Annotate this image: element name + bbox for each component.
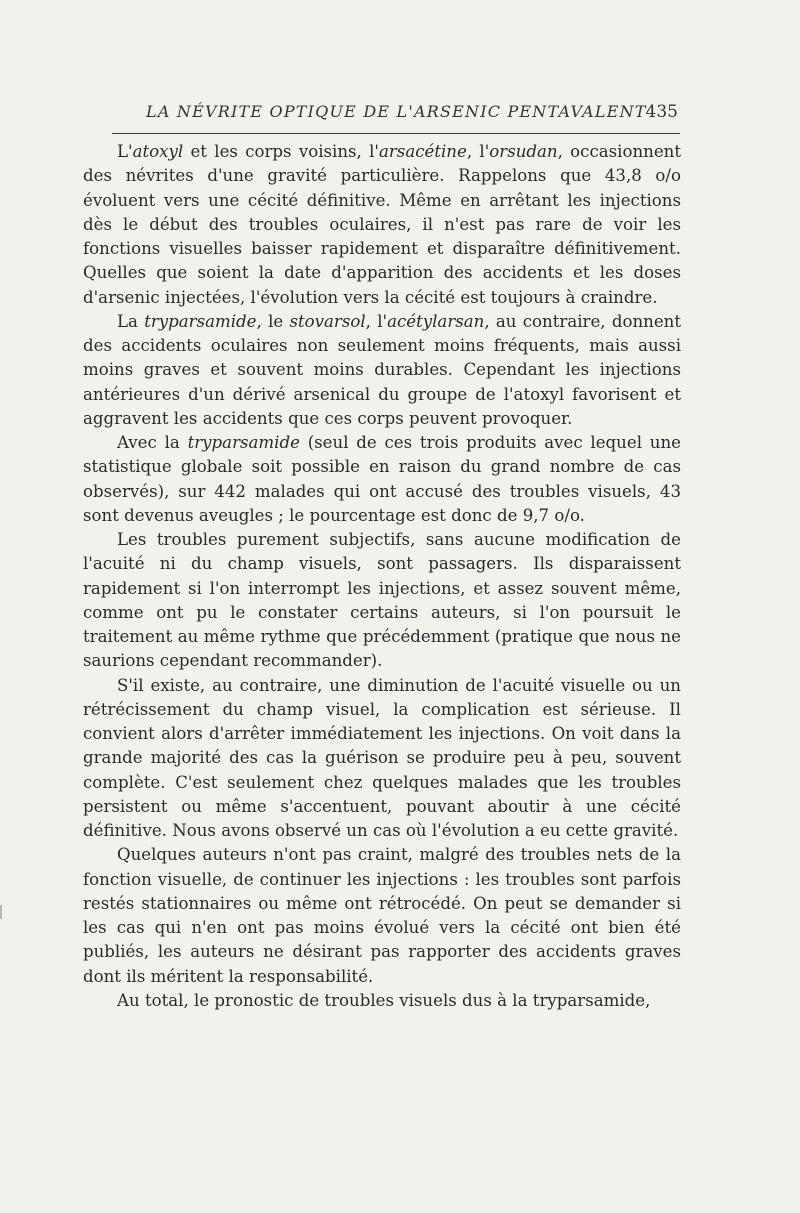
text-run: S'il existe, au contraire, une diminution de l'acuité visuelle ou un rétrécissement du champ visuel, la complication est sérieuse. Il convient alors d'arrêter immédiatement les injections. On voit dans la grande majorité des cas la guérison se produire peu à peu, souvent complète. C'est seulement chez quelques malades que les troubles persistent ou même s'accentuent, pouvant aboutir à une cécité définitive. Nous avons observé un cas où l'évolution a eu cette gravité. xyxy=(83,675,681,840)
text-run: Les troubles purement subjectifs, sans aucune modification de l'acuité ni du champ visuels, sont passagers. Ils disparaissent rapidement si l'on interrompt les injections, et assez souvent même, comme ont pu le constater certains auteurs, si l'on poursuit le traitement au même rythme que précédemment (pratique que nous ne saurions cependant recommander). xyxy=(83,530,681,671)
text-run: , l' xyxy=(466,142,490,161)
paragraph-3 xyxy=(83,431,681,528)
text-run: Au total, le pronostic de troubles visuels dus à la tryparsamide, xyxy=(117,990,651,1010)
page-number: 435 xyxy=(645,102,678,122)
paragraph-5 xyxy=(83,674,681,844)
italic-term: tryparsamide xyxy=(187,433,300,452)
header-rule xyxy=(112,133,680,134)
paragraph-7 xyxy=(83,989,681,1013)
text-run: Avec la xyxy=(117,433,188,452)
text-run: Quelques auteurs n'ont pas craint, malgré des troubles nets de la fonction visuelle, de continuer les injections : les troubles sont parfois restés stationnaires ou même ont rétrocédé. On peut se demander si les cas qui n'en ont pas moins évolué vers la cécité ont bien été publiés, les auteurs ne désirant pas rapporter des accidents graves dont ils méritent la responsabilité. xyxy=(83,845,681,986)
text-run: L' xyxy=(117,142,133,161)
text-run: , l' xyxy=(365,311,388,331)
paragraph-4 xyxy=(83,528,681,674)
text-run: (seul de ces trois produits avec lequel une statistique globale soit possible en raison du grand nombre de cas observés), sur 442 malades qui ont accusé des troubles visuels, 43 sont devenus aveugles ; le pourcentage est donc de 9,7 o/o. xyxy=(83,433,681,525)
italic-term: arsacétine xyxy=(378,142,467,161)
paragraph-1 xyxy=(83,140,681,310)
running-title: LA NÉVRITE OPTIQUE DE L'ARSENIC PENTAVALENT xyxy=(146,102,647,121)
text-run: et les corps voisins, l' xyxy=(183,142,379,161)
paragraph-6 xyxy=(83,843,681,989)
italic-term: atoxyl xyxy=(132,142,184,161)
italic-term: tryparsamide xyxy=(144,311,257,331)
text-run: , le xyxy=(256,311,290,331)
text-run: , au contraire, donnent des accidents oculaires non seulement moins fréquents, mais aussi moins graves et souvent moins durables. Cependant les injections antérieures d'un dérivé arsenical du groupe de l'atoxyl favorisent et aggravent les accidents que ces corps peuvent provoquer. xyxy=(83,311,681,428)
italic-term: orsudan xyxy=(489,142,558,161)
italic-term: stovarsol xyxy=(289,311,366,331)
italic-term: acétylarsan xyxy=(387,311,485,331)
paragraph-2 xyxy=(83,310,681,431)
running-head xyxy=(112,98,682,126)
text-run: , occasionnent des névrites d'une gravité particulière. Rappelons que 43,8 o/o évoluent vers une cécité définitive. Même en arrêtant les injections dès le début des troubles oculaires, il n'est pas rare de voir les fonctions visuelles baisser rapidement et disparaître définitivement. Quelles que soient la date d'apparition des accidents et les doses d'arsenic injectées, l'évolution vers la cécité est toujours à craindre. xyxy=(83,142,681,307)
text-run: La xyxy=(117,311,145,331)
margin-mark xyxy=(0,905,2,919)
body-text xyxy=(83,140,681,1013)
